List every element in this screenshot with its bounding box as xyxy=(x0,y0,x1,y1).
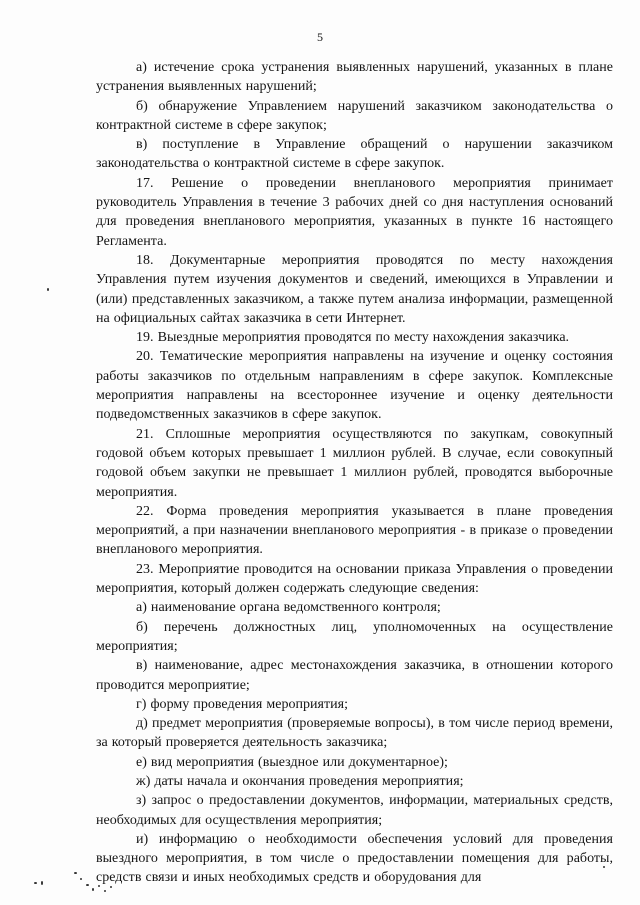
paragraph: 23. Мероприятие проводится на основании приказа Управления о проведении мероприятия, который должен содержать следующие сведения: xyxy=(96,561,613,597)
scan-speck xyxy=(41,881,43,885)
paragraph: в) поступление в Управление обращений о нарушении заказчиком законодательства о контрактной системе в сфере закупок. xyxy=(96,137,613,172)
paragraph: и) информацию о необходимости обеспечения условий для проведения выездного мероприятия, в том числе о предоставлении помещения для работы, средств связи и иных необходимых средств и оборудования для xyxy=(96,831,613,886)
paragraph: 22. Форма проведения мероприятия указывается в плане проведения мероприятий, а при назначении внепланового мероприятия - в приказе о проведении внепланового мероприятия. xyxy=(96,503,613,558)
scan-speck xyxy=(98,885,100,887)
scan-speck xyxy=(86,884,89,886)
paragraph: б) перечень должностных лиц, уполномоченных на осуществление мероприятия; xyxy=(96,619,613,654)
page-number: 5 xyxy=(317,30,323,44)
scan-speck xyxy=(110,886,112,888)
paragraph: ж) даты начала и окончания проведения мероприятия; xyxy=(136,773,464,789)
scan-speck xyxy=(74,872,77,874)
paragraph: 21. Сплошные мероприятия осуществляются по закупкам, совокупный годовой объем которых превышает 1 миллион рублей. В случае, если совокупный годовой объем закупки не превышает 1 миллион рублей, проводятся выборочные мероприятия. xyxy=(96,426,613,500)
paragraph: 20. Тематические мероприятия направлены на изучение и оценку состояния работы заказчиков по отдельным направлениям в сфере закупок. Комплексные мероприятия направлены на всестороннее изучение и оценку деятельности подведомственных заказчиков в сфере закупок. xyxy=(96,349,613,423)
paragraph: б) обнаружение Управлением нарушений заказчиком законодательства о контрактной системе в сфере закупок; xyxy=(96,98,613,133)
paragraph: е) вид мероприятия (выездное или документарное); xyxy=(136,754,448,770)
paragraph: 17. Решение о проведении внепланового мероприятия принимает руководитель Управления в течение 3 рабочих дней со дня наступления оснований для проведения внепланового мероприятия, указанных в пункте 16 настоящего Регламента. xyxy=(96,175,613,249)
scan-speck xyxy=(34,882,37,884)
paragraph: 18. Документарные мероприятия проводятся по месту нахождения Управления путем изучения документов и сведений, имеющихся в Управлении и (или) представленных заказчиком, а также путем анализа информации, размещенной на официальных сайтах заказчика в сети Интернет. xyxy=(96,252,613,326)
paragraph: а) истечение срока устранения выявленных нарушений, указанных в плане устранения выявленных нарушений; xyxy=(96,60,613,95)
paragraph: в) наименование, адрес местонахождения заказчика, в отношении которого проводится мероприятие; xyxy=(96,658,613,693)
paragraph: д) предмет мероприятия (проверяемые вопросы), в том числе период времени, за который проверяется деятельность заказчика; xyxy=(96,716,613,751)
paragraph: г) форму проведения мероприятия; xyxy=(136,696,349,712)
paragraph: 19. Выездные мероприятия проводятся по месту нахождения заказчика. xyxy=(136,330,570,346)
document-body xyxy=(96,58,613,888)
scan-speck xyxy=(92,888,94,891)
scan-speck xyxy=(603,866,605,868)
paragraph: а) наименование органа ведомственного контроля; xyxy=(136,600,441,616)
scan-speck xyxy=(104,890,106,892)
scan-speck xyxy=(80,878,82,880)
scan-speck xyxy=(47,288,49,291)
paragraph: з) запрос о предоставлении документов, информации, материальных средств, необходимых для осуществления мероприятия; xyxy=(96,793,613,828)
